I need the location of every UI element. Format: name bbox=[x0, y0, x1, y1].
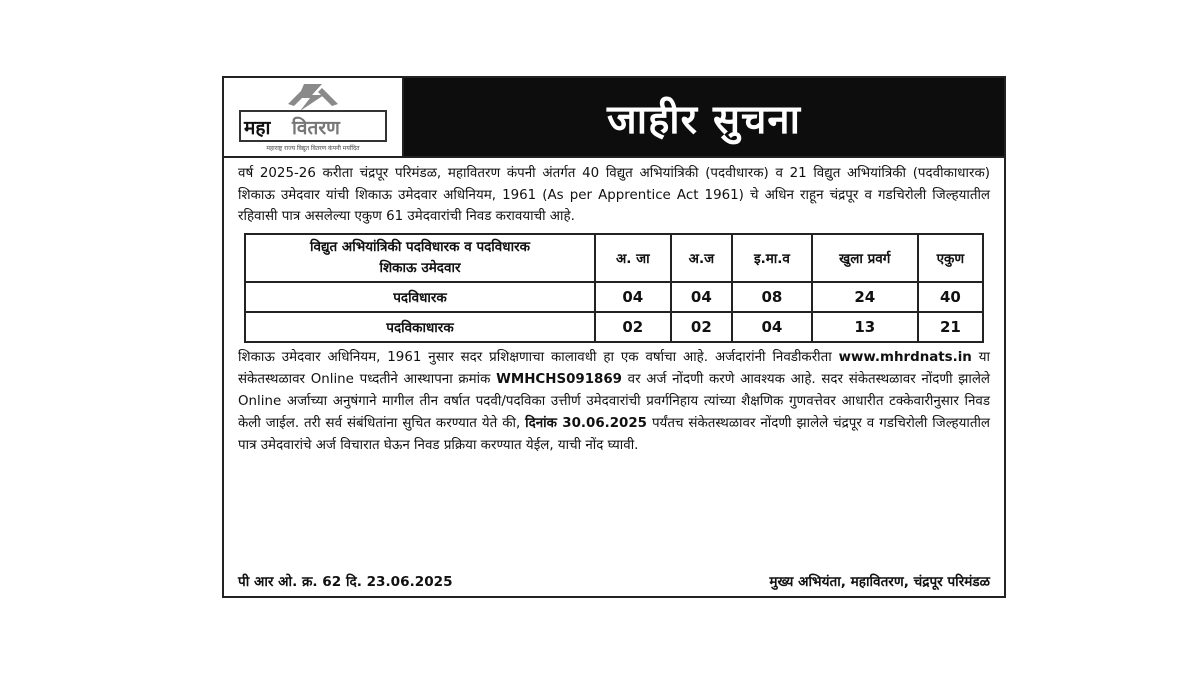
table-row bbox=[245, 282, 983, 312]
public-notice bbox=[222, 76, 1006, 598]
deadline-date: दिनांक 30.06.2025 bbox=[525, 415, 647, 431]
body-text-part2: या संकेतस्थळावर Online पध्दतीने आस्थापना क्रमांक bbox=[238, 349, 990, 387]
table-cell: 02 bbox=[671, 312, 732, 342]
table-cell: 04 bbox=[732, 312, 812, 342]
website-link[interactable]: www.mhrdnats.in bbox=[838, 349, 972, 365]
intro-paragraph: वर्ष 2025-26 करीता चंद्रपूर परिमंडळ, महावितरण कंपनी अंतर्गत 40 विद्युत अभियांत्रिकी (पदवीधारक) व 21 विद्युत अभियांत्रिकी (पदवीकाधारक) शिकाऊ उमेदवार यांची शिकाऊ उमेदवार अधिनियम, 1961 (As per Apprentice Act 1961) चे अधिन राहून चंद्रपूर व गडचिरोली जिल्हयातील रहिवासी पात्र असलेल्या एकुण 61 उमेदवारांची निवड करावयाची आहे. bbox=[238, 166, 990, 224]
pro-reference: पी आर ओ. क्र. 62 दि. 23.06.2025 bbox=[238, 574, 453, 590]
table-cell: 13 bbox=[812, 312, 918, 342]
table-header-row bbox=[245, 234, 983, 282]
column-header-total: एकुण bbox=[918, 234, 983, 282]
notice-title: जाहीर सुचना bbox=[607, 96, 801, 143]
establishment-number: WMHCHS091869 bbox=[496, 371, 622, 387]
category-header-line1: विद्युत अभियांत्रिकी पदविधारक व पदविधारक bbox=[309, 238, 530, 255]
notice-footer bbox=[238, 571, 990, 590]
category-header bbox=[245, 234, 595, 282]
row-label: पदविकाधारक bbox=[245, 312, 595, 342]
category-header-line2: शिकाऊ उमेदवार bbox=[379, 259, 461, 276]
body-text-part4: पर्यंतच संकेतस्थळावर नोंदणी झालेले चंद्रपूर व गडचिरोली जिल्हयातील पात्र उमेदवारांचे अर्ज विचारात घेऊन निवड प्रक्रिया करण्यात येईल, याची नोंद घ्यावी. bbox=[238, 415, 991, 453]
table-cell: 04 bbox=[671, 282, 732, 312]
table-cell: 02 bbox=[595, 312, 671, 342]
details-paragraph bbox=[224, 343, 1004, 457]
logo-brand-first: महा bbox=[244, 117, 271, 139]
column-header-st: अ.ज bbox=[671, 234, 732, 282]
logo-tagline: महाराष्ट्र राज्य विद्युत वितरण कंपनी मर्यादित bbox=[266, 145, 360, 152]
title-banner bbox=[404, 78, 1004, 156]
column-header-open: खुला प्रवर्ग bbox=[812, 234, 918, 282]
table-cell: 40 bbox=[918, 282, 983, 312]
body-text-part3: वर अर्ज नोंदणी करणे आवश्यक आहे. सदर संकेतस्थळावर नोंदणी झालेले Online अर्जाच्या अनुषंगाने मागील तीन वर्षात पदवी/पदविका उत्तीर्ण उमेदवारांची प्रवर्गनिहाय त्यांच्या शैक्षणिक गुणवत्तेवर आधारीत टक्केवारीनुसार निवड केली जाईल. तरी सर्व संबंधितांना सुचित करण्यात येते की, bbox=[238, 371, 990, 431]
table-cell: 08 bbox=[732, 282, 812, 312]
mahavitaran-logo bbox=[224, 78, 404, 156]
table-cell: 21 bbox=[918, 312, 983, 342]
table-cell: 04 bbox=[595, 282, 671, 312]
lightning-logo-icon bbox=[288, 84, 338, 111]
table-row bbox=[245, 312, 983, 342]
column-header-obc: इ.मा.व bbox=[732, 234, 812, 282]
logo-brand-second: वितरण bbox=[292, 117, 340, 139]
signatory: मुख्य अभियंता, महावितरण, चंद्रपूर परिमंडळ bbox=[769, 574, 990, 590]
table-cell: 24 bbox=[812, 282, 918, 312]
seat-distribution-table bbox=[244, 233, 984, 343]
column-header-sc: अ. जा bbox=[595, 234, 671, 282]
notice-header bbox=[224, 78, 1004, 158]
row-label: पदविधारक bbox=[245, 282, 595, 312]
body-text-part1: शिकाऊ उमेदवार अधिनियम, 1961 नुसार सदर प्रशिक्षणाचा कालावधी हा एक वर्षाचा आहे. अर्जदारांनी निवडीकरीता bbox=[238, 349, 839, 365]
